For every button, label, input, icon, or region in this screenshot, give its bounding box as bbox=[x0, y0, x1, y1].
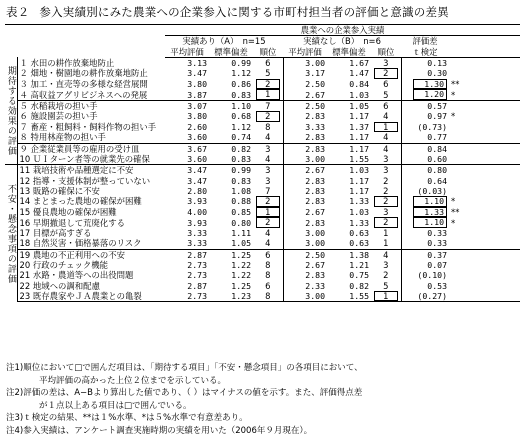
a-avg: 3.07 bbox=[165, 100, 209, 111]
a-rank-cell bbox=[253, 207, 283, 218]
a-sd: 1.22 bbox=[231, 259, 251, 270]
diff-value-boxed: 1.33 bbox=[413, 207, 447, 218]
table-body bbox=[5, 57, 520, 302]
a-avg: 2.73 bbox=[165, 291, 209, 302]
a-rank: 6 bbox=[265, 280, 271, 291]
a-avg: 3.80 bbox=[187, 111, 207, 122]
evaluation-table bbox=[5, 24, 520, 302]
table-row bbox=[5, 57, 520, 68]
a-sd: 0.83 bbox=[231, 175, 251, 186]
significance bbox=[449, 281, 520, 291]
row-item: 11 栽培技術や品種選定に不安 bbox=[17, 165, 165, 176]
row-item: ８ 特用林産物の担い手 bbox=[19, 132, 106, 143]
row-item: 10 ＵＩターン者等の就業先の確保 bbox=[19, 154, 150, 165]
row-item: 23 既存農家やＪＡ農業との亀裂 bbox=[17, 291, 165, 302]
significance bbox=[449, 270, 520, 280]
a-avg: 2.73 bbox=[187, 270, 207, 281]
diff-value: (0.03) bbox=[401, 186, 449, 196]
significance bbox=[449, 68, 520, 79]
a-avg: 3.47 bbox=[165, 165, 209, 176]
a-rank: 6 bbox=[253, 249, 283, 260]
note-1-cont: 平均評価の高かった上位２位までを示している。 bbox=[39, 375, 227, 386]
b-avg: 2.50 bbox=[283, 249, 327, 260]
header-b-sd: 標準偏差 bbox=[327, 47, 371, 58]
b-sd: 1.03 bbox=[327, 165, 371, 176]
a-rank: 4 bbox=[265, 228, 271, 239]
b-rank: 3 bbox=[371, 165, 401, 176]
b-avg: 3.00 bbox=[283, 238, 327, 249]
significance bbox=[449, 249, 520, 260]
diff-value: 0.84 bbox=[401, 143, 449, 154]
b-avg: 2.33 bbox=[283, 281, 327, 291]
a-avg: 3.33 bbox=[187, 238, 207, 249]
a-sd: 1.05 bbox=[231, 238, 251, 249]
a-sd: 1.08 bbox=[231, 185, 251, 196]
b-rank: 5 bbox=[383, 89, 389, 100]
a-sd: 0.80 bbox=[231, 217, 251, 228]
b-avg: 3.00 bbox=[283, 154, 327, 165]
table-row bbox=[5, 176, 520, 186]
b-rank-cell bbox=[371, 291, 401, 302]
a-sd: 1.23 bbox=[209, 291, 253, 302]
significance bbox=[449, 165, 520, 176]
row-item: 17 目標が高すぎる bbox=[19, 228, 92, 239]
a-avg: 3.60 bbox=[187, 154, 207, 165]
a-sd: 1.25 bbox=[231, 280, 251, 291]
table-row bbox=[5, 217, 520, 228]
header-a-sd: 標準偏差 bbox=[209, 47, 253, 58]
b-sd: 1.33 bbox=[349, 217, 369, 228]
b-rank: 4 bbox=[371, 249, 401, 260]
b-rank: 6 bbox=[371, 100, 401, 111]
a-rank: 6 bbox=[265, 57, 271, 68]
b-sd: 1.17 bbox=[349, 175, 369, 186]
b-avg: 3.00 bbox=[283, 228, 327, 238]
b-avg: 2.67 bbox=[283, 89, 327, 100]
b-sd: 0.63 bbox=[349, 238, 369, 249]
b-rank: 1 bbox=[383, 228, 389, 239]
a-sd: 1.12 bbox=[231, 68, 251, 79]
diff-value: (0.10) bbox=[401, 270, 449, 280]
table-row bbox=[5, 207, 520, 218]
table-row bbox=[5, 291, 520, 302]
a-rank: 7 bbox=[265, 185, 271, 196]
footnotes bbox=[6, 362, 521, 438]
b-rank: 2 bbox=[383, 185, 389, 196]
a-avg: 3.13 bbox=[187, 57, 207, 68]
table-row bbox=[5, 238, 520, 249]
b-rank-cell bbox=[371, 196, 401, 207]
b-avg: 2.83 bbox=[283, 143, 327, 154]
header-a-avg: 平均評価 bbox=[165, 47, 209, 58]
a-sd: 0.68 bbox=[231, 111, 251, 122]
table-caption: 参入実績別にみた農業への企業参入に関する市町村担当者の評価と意識の差異 bbox=[39, 5, 449, 19]
table-row bbox=[5, 186, 520, 196]
diff-value: 0.30 bbox=[401, 68, 449, 79]
a-sd: 0.86 bbox=[231, 78, 251, 89]
b-rank-cell bbox=[371, 68, 401, 79]
table-number: 表２ bbox=[6, 5, 30, 19]
table-row bbox=[5, 143, 520, 154]
significance: ** bbox=[451, 206, 460, 217]
b-avg: 2.83 bbox=[283, 270, 327, 280]
a-rank-boxed: 1 bbox=[256, 207, 280, 218]
b-sd: 1.17 bbox=[349, 111, 369, 122]
a-rank: 5 bbox=[265, 68, 271, 79]
diff-value: 0.77 bbox=[401, 132, 449, 143]
b-rank: 2 bbox=[383, 270, 389, 281]
table-row bbox=[5, 249, 520, 260]
a-avg: 3.60 bbox=[187, 132, 207, 143]
b-avg: 2.67 bbox=[283, 260, 327, 270]
header-without-results: 実績なし（B） n=6 bbox=[303, 36, 381, 47]
table-row bbox=[5, 122, 520, 133]
a-avg: 4.00 bbox=[187, 206, 207, 217]
a-avg: 3.47 bbox=[187, 175, 207, 186]
row-item: 16 早期撤退して荒廃化する bbox=[19, 217, 125, 228]
header-ttest: ｔ検定 bbox=[401, 47, 449, 58]
a-sd: 0.85 bbox=[231, 206, 251, 217]
diff-value-boxed: 1.10 bbox=[413, 196, 447, 207]
diff-value: 0.80 bbox=[401, 165, 449, 176]
a-avg: 3.33 bbox=[187, 228, 207, 239]
significance bbox=[449, 143, 520, 154]
a-sd: 1.22 bbox=[231, 270, 251, 281]
significance bbox=[449, 176, 520, 186]
a-rank-cell bbox=[253, 89, 283, 100]
corner-cell bbox=[5, 25, 165, 58]
a-sd: 0.99 bbox=[231, 57, 251, 68]
diff-value-boxed: 1.10 bbox=[413, 217, 447, 228]
b-rank: 1 bbox=[383, 238, 389, 249]
diff-value: 0.57 bbox=[401, 100, 449, 111]
table-row bbox=[5, 100, 520, 111]
a-avg: 2.87 bbox=[187, 280, 207, 291]
a-rank: 3 bbox=[253, 143, 283, 154]
a-sd: 0.88 bbox=[231, 196, 251, 207]
a-avg: 2.87 bbox=[165, 249, 209, 260]
header-diff: 評価差 bbox=[412, 36, 438, 47]
a-rank: 8 bbox=[253, 291, 283, 302]
a-rank: 8 bbox=[265, 259, 271, 270]
b-sd: 1.38 bbox=[327, 249, 371, 260]
a-sd: 1.12 bbox=[231, 122, 251, 132]
b-sd: 1.17 bbox=[349, 132, 369, 143]
significance bbox=[449, 57, 520, 68]
b-sd: 0.63 bbox=[349, 228, 369, 239]
b-sd: 1.05 bbox=[327, 100, 371, 111]
a-rank-boxed: 2 bbox=[256, 111, 280, 122]
b-sd: 1.17 bbox=[349, 185, 369, 196]
row-item: １ 水田の耕作放棄地防止 bbox=[19, 57, 115, 68]
a-rank: 4 bbox=[265, 154, 271, 165]
diff-value: 0.64 bbox=[401, 176, 449, 186]
diff-value: 0.33 bbox=[401, 228, 449, 238]
table-row bbox=[5, 165, 520, 176]
a-rank: 4 bbox=[265, 238, 271, 249]
significance bbox=[449, 122, 520, 133]
b-rank: 5 bbox=[383, 280, 389, 291]
table-row bbox=[5, 196, 520, 207]
b-avg: 2.83 bbox=[283, 111, 327, 122]
a-sd: 0.74 bbox=[231, 132, 251, 143]
row-item: ４ 高収益アグリビジネスへの発展 bbox=[19, 89, 148, 100]
b-sd: 1.37 bbox=[349, 122, 369, 132]
b-sd: 1.21 bbox=[349, 259, 369, 270]
table-row bbox=[5, 89, 520, 100]
table-row bbox=[5, 260, 520, 270]
table-row bbox=[5, 79, 520, 90]
b-avg: 3.00 bbox=[283, 57, 327, 68]
b-rank-cell bbox=[371, 217, 401, 228]
diff-value: 0.37 bbox=[401, 249, 449, 260]
header-a-rank: 順位 bbox=[253, 47, 283, 58]
row-item: 15 優良農地の確保が困難 bbox=[19, 206, 117, 217]
note-2-cont: が１点以上ある項目は□で囲んでいる。 bbox=[39, 400, 192, 411]
diff-value-cell bbox=[401, 89, 449, 100]
significance bbox=[449, 154, 520, 165]
a-sd: 1.11 bbox=[231, 228, 251, 239]
b-avg: 2.67 bbox=[283, 165, 327, 176]
b-rank: 3 bbox=[383, 259, 389, 270]
header-b-avg: 平均評価 bbox=[283, 47, 327, 58]
table-row bbox=[5, 270, 520, 280]
header-with-results: 実績あり（A） n=15 bbox=[182, 36, 266, 47]
b-rank-boxed: 1 bbox=[374, 122, 398, 133]
significance bbox=[449, 291, 520, 302]
a-sd: 0.83 bbox=[231, 89, 251, 100]
row-item: ５ 水稲栽培の担い手 bbox=[17, 100, 165, 111]
a-rank: 3 bbox=[253, 165, 283, 176]
significance bbox=[449, 238, 520, 249]
table-row bbox=[5, 281, 520, 291]
b-avg: 3.17 bbox=[283, 68, 327, 79]
diff-value: 0.07 bbox=[401, 260, 449, 270]
a-sd: 0.83 bbox=[231, 154, 251, 165]
b-sd: 0.82 bbox=[349, 280, 369, 291]
a-sd: 1.10 bbox=[209, 100, 253, 111]
b-rank-cell bbox=[371, 122, 401, 133]
row-item: 21 水路・農道等への出役問題 bbox=[19, 270, 134, 281]
diff-value: 0.33 bbox=[401, 238, 449, 249]
diff-value: 0.53 bbox=[401, 281, 449, 291]
b-avg: 2.83 bbox=[283, 196, 327, 207]
b-avg: 2.50 bbox=[283, 79, 327, 90]
significance bbox=[449, 260, 520, 270]
table-row bbox=[5, 111, 520, 122]
a-avg: 3.80 bbox=[187, 78, 207, 89]
b-sd: 1.33 bbox=[349, 196, 369, 207]
significance bbox=[449, 132, 520, 143]
a-rank-boxed: 2 bbox=[256, 217, 280, 228]
a-avg: 3.93 bbox=[187, 217, 207, 228]
b-rank: 6 bbox=[383, 78, 389, 89]
a-sd: 0.99 bbox=[209, 165, 253, 176]
b-sd: 1.03 bbox=[349, 89, 369, 100]
a-avg: 2.80 bbox=[187, 185, 207, 196]
diff-value: (0.73) bbox=[401, 122, 449, 133]
b-rank-boxed: 2 bbox=[374, 196, 398, 207]
row-item: ７ 畜産・粗飼料・飼料作物の担い手 bbox=[19, 122, 157, 132]
b-sd: 1.47 bbox=[349, 68, 369, 79]
a-avg: 2.73 bbox=[187, 259, 207, 270]
a-rank-cell bbox=[253, 196, 283, 207]
a-rank-boxed: 2 bbox=[256, 196, 280, 207]
b-rank: 4 bbox=[371, 143, 401, 154]
a-rank-cell bbox=[253, 111, 283, 122]
significance: * bbox=[451, 217, 456, 228]
row-item: 18 自然災害・価格暴落のリスク bbox=[19, 238, 142, 249]
a-rank: 7 bbox=[253, 100, 283, 111]
significance: * bbox=[451, 89, 456, 100]
note-2: 注2)評価の差は、A−Bより算出した値であり、（ ）はマイナスの値を示す。また、評価得点差 bbox=[6, 388, 363, 399]
row-item: 22 地域への調和配慮 bbox=[19, 280, 100, 291]
b-sd: 0.84 bbox=[349, 78, 369, 89]
diff-value-cell bbox=[401, 207, 449, 218]
a-avg: 3.93 bbox=[187, 196, 207, 207]
b-rank: 3 bbox=[383, 154, 389, 165]
b-sd: 1.55 bbox=[349, 154, 369, 165]
significance bbox=[449, 228, 520, 238]
category-label: 期待する効果の評価 bbox=[5, 57, 17, 164]
row-item: 19 農地の不正利用への不安 bbox=[17, 249, 165, 260]
a-avg: 2.60 bbox=[187, 122, 207, 132]
a-rank-boxed: 2 bbox=[256, 79, 280, 90]
note-1: 注1)順位において□で囲んだ項目は、「期待する項目」「不安・懸念項目」の各項目において、 bbox=[6, 363, 363, 373]
significance: ** bbox=[451, 78, 460, 89]
table-row bbox=[5, 228, 520, 238]
b-avg: 2.83 bbox=[283, 176, 327, 186]
a-rank-boxed: 1 bbox=[256, 89, 280, 100]
b-avg: 2.83 bbox=[283, 186, 327, 196]
b-avg: 2.50 bbox=[283, 100, 327, 111]
row-item: ２ 畑地・樹園地の耕作放棄地防止 bbox=[19, 68, 148, 79]
b-rank: 3 bbox=[383, 206, 389, 217]
b-rank-boxed: 1 bbox=[374, 291, 398, 302]
row-item: 14 まとまった農地の確保が困難 bbox=[19, 196, 142, 207]
significance bbox=[449, 100, 520, 111]
diff-value-boxed: 1.20 bbox=[413, 89, 447, 100]
significance bbox=[449, 186, 520, 196]
row-item: 13 販路の確保に不安 bbox=[19, 185, 100, 196]
significance: * bbox=[451, 196, 456, 207]
table-row bbox=[5, 68, 520, 79]
b-sd: 1.67 bbox=[349, 57, 369, 68]
significance: * bbox=[451, 111, 456, 122]
a-rank: 8 bbox=[265, 122, 271, 132]
a-rank-cell bbox=[253, 79, 283, 90]
diff-value: 0.97 bbox=[401, 111, 449, 122]
table-row bbox=[5, 154, 520, 165]
table-row bbox=[5, 132, 520, 143]
a-sd: 0.82 bbox=[209, 143, 253, 154]
a-rank: 4 bbox=[265, 132, 271, 143]
diff-value-boxed: 1.30 bbox=[413, 79, 447, 90]
diff-value: (0.27) bbox=[401, 291, 449, 302]
diff-value: 0.13 bbox=[401, 57, 449, 68]
a-sd: 1.25 bbox=[209, 249, 253, 260]
b-rank: 4 bbox=[383, 111, 389, 122]
a-avg: 3.47 bbox=[187, 68, 207, 79]
diff-value-cell bbox=[401, 79, 449, 90]
table-title bbox=[6, 4, 449, 20]
row-item: ６ 施設園芸の担い手 bbox=[19, 111, 98, 122]
header-group: 農業への企業参入実績 bbox=[165, 25, 520, 36]
diff-value-cell bbox=[401, 217, 449, 228]
header-b-rank: 順位 bbox=[371, 47, 401, 58]
b-rank-boxed: 2 bbox=[374, 217, 398, 228]
b-rank: 4 bbox=[383, 132, 389, 143]
a-avg: 3.87 bbox=[187, 89, 207, 100]
note-3: 注3)ｔ検定の結果、**は１%水準、*は５%水準で有意差あり。 bbox=[6, 413, 248, 424]
diff-value: 0.60 bbox=[401, 154, 449, 165]
b-sd: 1.03 bbox=[349, 206, 369, 217]
b-avg: 3.33 bbox=[283, 122, 327, 133]
b-rank-boxed: 2 bbox=[374, 68, 398, 79]
diff-value-cell bbox=[401, 196, 449, 207]
row-item: 20 行政のチェック機能 bbox=[19, 259, 108, 270]
b-rank: 3 bbox=[383, 57, 389, 68]
row-item: ９ 企業従業員等の雇用の受け皿 bbox=[17, 143, 165, 154]
b-sd: 1.55 bbox=[327, 291, 371, 302]
b-avg: 2.83 bbox=[283, 217, 327, 228]
row-item: 12 指導・支援体制が整っていない bbox=[19, 175, 151, 186]
a-rank-cell bbox=[253, 217, 283, 228]
b-sd: 1.17 bbox=[327, 143, 371, 154]
b-avg: 2.67 bbox=[283, 207, 327, 218]
b-sd: 0.75 bbox=[349, 270, 369, 281]
category-label: 不安・懸念事項の評価 bbox=[5, 165, 17, 302]
row-item: ３ 加工・直売等の多様な経営展開 bbox=[19, 78, 148, 89]
a-rank: 3 bbox=[265, 175, 271, 186]
note-4: 注4)参入実績は、アンケート調査実施時期の実績を用いた（2006年９月現在）。 bbox=[6, 425, 313, 436]
a-rank: 8 bbox=[265, 270, 271, 281]
b-avg: 3.00 bbox=[283, 291, 327, 302]
b-rank: 2 bbox=[383, 175, 389, 186]
a-avg: 3.67 bbox=[165, 143, 209, 154]
b-avg: 2.83 bbox=[283, 132, 327, 143]
